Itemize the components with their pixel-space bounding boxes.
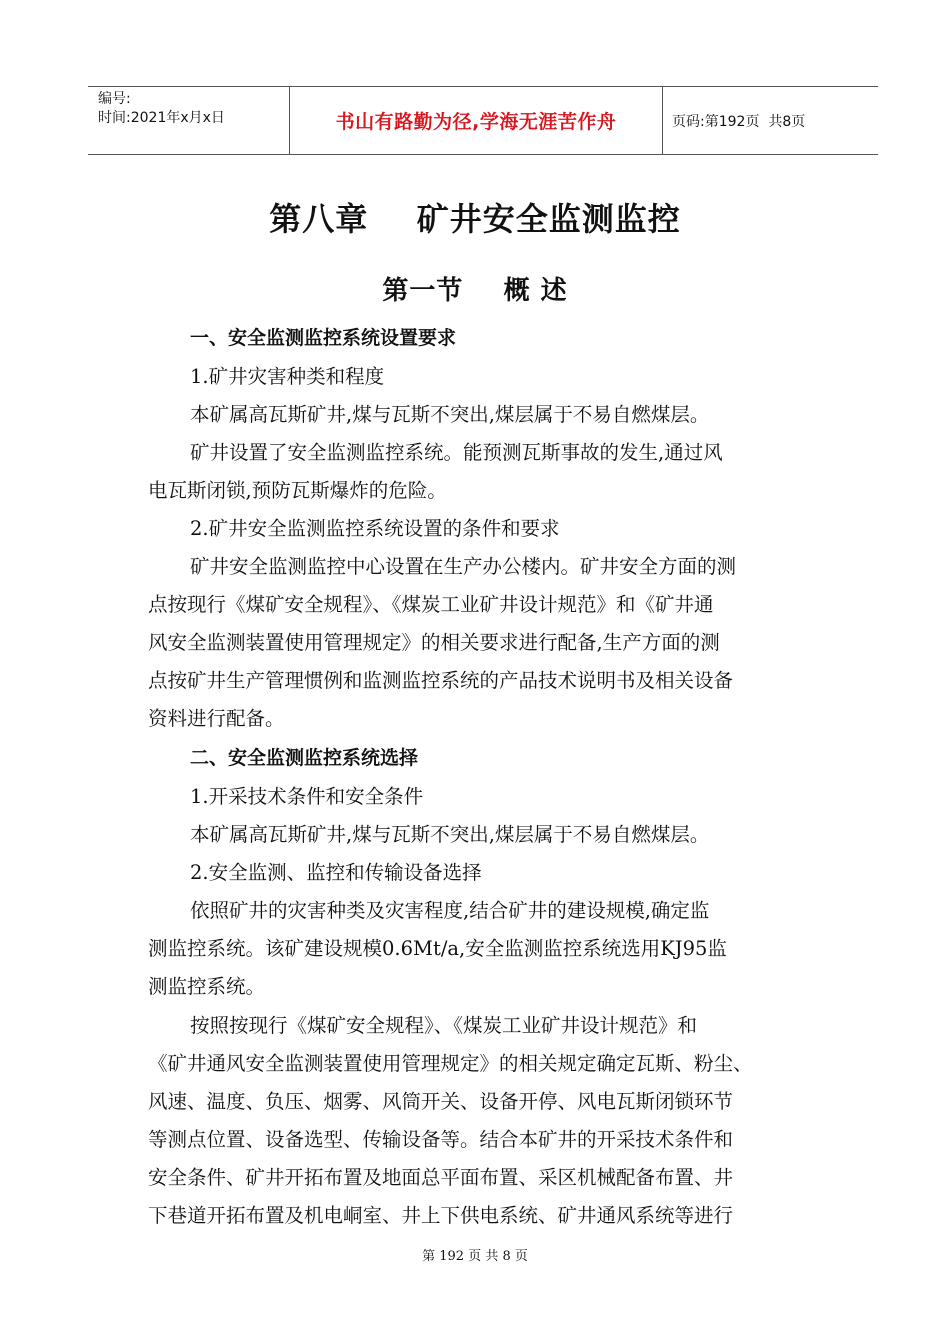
body-text-line: 2.安全监测、监控和传输设备选择 (190, 861, 482, 884)
body-text-line: 安全条件、矿井开拓布置及地面总平面布置、采区机械配备布置、井 (148, 1166, 734, 1189)
section-heading: 一、安全监测监控系统设置要求 (190, 327, 457, 349)
body-text-line: 1.开采技术条件和安全条件 (190, 785, 424, 808)
page-info-text: 页码:第192页 共8页 (672, 113, 806, 130)
page-footer: 第 192 页 共 8 页 (422, 1249, 528, 1264)
body-text-line: 等测点位置、设备选型、传输设备等。结合本矿井的开采技术条件和 (148, 1128, 734, 1151)
section-heading: 二、安全监测监控系统选择 (190, 747, 419, 769)
body-text-line: 点按现行《煤矿安全规程》、《煤炭工业矿井设计规范》和《矿井通 (148, 593, 714, 616)
body-text-line: 电瓦斯闭锁,预防瓦斯爆炸的危险。 (148, 479, 447, 502)
body-text-line: 按照按现行《煤矿安全规程》、《煤炭工业矿井设计规范》和 (190, 1014, 698, 1037)
body-text-line: 下巷道开拓布置及机电峒室、井上下供电系统、矿井通风系统等进行 (148, 1204, 734, 1227)
body-text-line: 风安全监测装置使用管理规定》的相关要求进行配备,生产方面的测 (148, 631, 720, 654)
body-text-line: 资料进行配备。 (148, 707, 285, 730)
body-text-line: 本矿属高瓦斯矿井,煤与瓦斯不突出,煤层属于不易自燃煤层。 (190, 403, 710, 426)
time-label: 时间:2021年x月x日 (98, 110, 225, 126)
body-text-line: 矿井安全监测监控中心设置在生产办公楼内。矿井安全方面的测 (190, 555, 737, 578)
chapter-title: 第八章 矿井安全监测监控 (269, 200, 681, 238)
body-text-line: 本矿属高瓦斯矿井,煤与瓦斯不突出,煤层属于不易自燃煤层。 (190, 823, 710, 846)
section-title: 第一节 概 述 (382, 276, 568, 306)
body-text-line: 测监控系统。 (148, 975, 266, 998)
body-text-line: 点按矿井生产管理惯例和监测监控系统的产品技术说明书及相关设备 (148, 669, 734, 692)
header-motto: 书山有路勤为径,学海无涯苦作舟 (290, 87, 663, 154)
body-text-line: 2.矿井安全监测监控系统设置的条件和要求 (190, 517, 560, 540)
body-text-line: 1.矿井灾害种类和程度 (190, 365, 385, 388)
body-text-line: 矿井设置了安全监测监控系统。能预测瓦斯事故的发生,通过风 (190, 441, 723, 464)
number-label: 编号: (98, 91, 131, 107)
body-text-line: 风速、温度、负压、烟雾、风筒开关、设备开停、风电瓦斯闭锁环节 (148, 1090, 734, 1113)
body-text-line: 《矿井通风安全监测装置使用管理规定》的相关规定确定瓦斯、粉尘、 (148, 1052, 753, 1075)
body-text-line: 依照矿井的灾害种类及灾害程度,结合矿井的建设规模,确定监 (190, 899, 710, 922)
body-text-line: 测监控系统。该矿建设规模0.6Mt/a,安全监测监控系统选用KJ95监 (148, 937, 727, 960)
